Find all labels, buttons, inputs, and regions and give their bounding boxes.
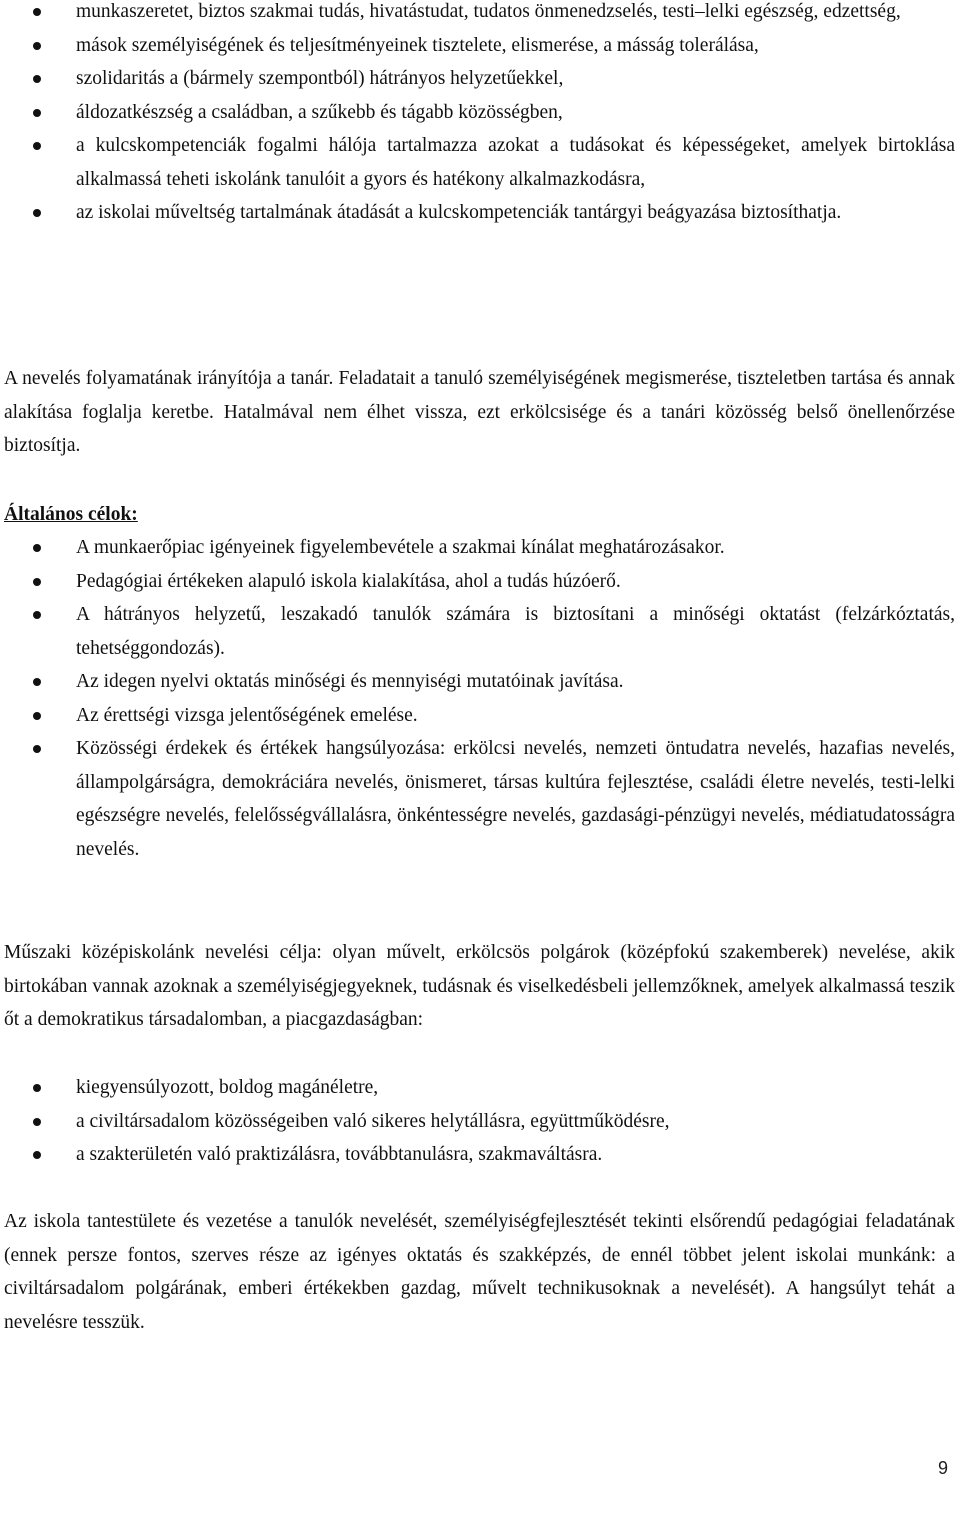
- list-item: az iskolai műveltség tartalmának átadását a kulcskompetenciák tantárgyi beágyazása biztosíthatja.: [0, 196, 960, 230]
- list-item: a szakterületén való praktizálásra, továbbtanulásra, szakmaváltásra.: [0, 1138, 960, 1172]
- page-number: 9: [937, 1458, 948, 1478]
- list-item: mások személyiségének és teljesítményeinek tisztelete, elismerése, a másság tolerálása,: [0, 29, 960, 63]
- general-goals-list: [0, 531, 960, 866]
- teacher-paragraph: A nevelés folyamatának irányítója a tanár. Feladatait a tanuló személyiségének megismerése, tiszteletben tartása és annak alakítása foglalja keretbe. Hatalmával nem élhet vissza, ezt erkölcsisége és a tanári közösség belső önellenőrzése biztosítja.: [4, 368, 955, 456]
- list-item: kiegyensúlyozott, boldog magánéletre,: [0, 1071, 960, 1105]
- general-goals-heading: Általános célok:: [4, 504, 138, 525]
- list-item: Az idegen nyelvi oktatás minőségi és mennyiségi mutatóinak javítása.: [0, 665, 960, 699]
- list-item: áldozatkészség a családban, a szűkebb és tágabb közösségben,: [0, 96, 960, 130]
- list-item: Pedagógiai értékeken alapuló iskola kialakítása, ahol a tudás húzóerő.: [0, 565, 960, 599]
- list-item: a civiltársadalom közösségeiben való sikeres helytállásra, együttműködésre,: [0, 1105, 960, 1139]
- list-item: Közösségi érdekek és értékek hangsúlyozása: erkölcsi nevelés, nemzeti öntudatra nevelés, hazafias nevelés, állampolgárságra, demokráciára nevelés, önismeret, társas kultúra fejlesztése, családi életre nevelés, testi-lelki egészségre nevelés, felelősségvállalásra, önkéntességre nevelés, gazdasági-pénzügyi nevelés, médiatudatosságra nevelés.: [0, 732, 960, 866]
- staff-paragraph: Az iskola tantestülete és vezetése a tanulók nevelését, személyiségfejlesztését tekinti elsőrendű pedagógiai feladatának (ennek persze fontos, szerves része az igényes oktatás és szakképzés, de ennél többet jelent iskolai munkánk: a civiltársadalom polgárának, emberi értékekben gazdag, művelt technikusoknak a nevelését). A hangsúlyt tehát a nevelésre tesszük.: [4, 1211, 955, 1333]
- list-item: szolidaritás a (bármely szempontból) hátrányos helyzetűekkel,: [0, 62, 960, 96]
- list-item: A munkaerőpiac igényeinek figyelembevétele a szakmai kínálat meghatározásakor.: [0, 531, 960, 565]
- list-item: A hátrányos helyzetű, leszakadó tanulók számára is biztosítani a minőségi oktatást (felzárkóztatás, tehetséggondozás).: [0, 598, 960, 665]
- list-item: a kulcskompetenciák fogalmi hálója tartalmazza azokat a tudásokat és képességeket, amelyek birtoklása alkalmassá teheti iskolánk tanulóit a gyors és hatékony alkalmazkodásra,: [0, 129, 960, 196]
- list-item: Az érettségi vizsga jelentőségének emelése.: [0, 699, 960, 733]
- list-item: munkaszeretet, biztos szakmai tudás, hivatástudat, tudatos önmenedzselés, testi–lelki egészség, edzettség,: [0, 0, 960, 29]
- values-list: [0, 0, 960, 230]
- technical-school-paragraph: Műszaki középiskolánk nevelési célja: olyan művelt, erkölcsös polgárok (középfokú szakemberek) nevelése, akik birtokában vannak azoknak a személyiségjegyeknek, tudásnak és viselkedésbeli jellemzőknek, amelyek alkalmassá teszik őt a demokratikus társadalomban, a piacgazdaságban:: [4, 942, 955, 1030]
- technical-school-list: [0, 1071, 960, 1172]
